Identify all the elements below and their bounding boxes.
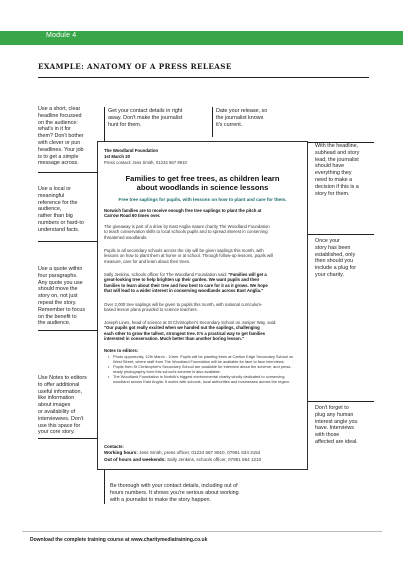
pr-line: The giveaway is part of a drive by East Anglia nature charity The Woodland Foundation: [104, 224, 270, 229]
note-line: Use a local or: [38, 186, 71, 192]
note-subhead: [315, 143, 375, 197]
note-line: four paragraphs.: [38, 272, 78, 279]
note-line: Use Notes to editors: [38, 375, 87, 381]
connector-line: [212, 107, 213, 137]
connector-line: [306, 142, 374, 143]
note-line: on the benefit to: [38, 313, 77, 320]
pr-notes-heading: Notes to editors:: [104, 348, 139, 353]
pr-line: threatened woodlands.: [104, 234, 148, 240]
note-line: understand facts.: [38, 226, 80, 233]
pr-quote-block: [104, 320, 304, 342]
pr-contact-out-of-hours: [104, 457, 304, 462]
note-line: on the audience:: [38, 119, 78, 126]
note-line: message across.: [38, 160, 79, 167]
note-line: Don't forget to: [315, 405, 349, 411]
note-line: Use a quote within: [38, 266, 83, 272]
pr-note-item: • Pupils from St Christopher's Secondary School are available for interview about the scheme, and press-ready photography from this school's scheme is also available.: [108, 365, 298, 375]
pr-quote-block: [104, 272, 304, 294]
note-line: the journalist knows: [216, 114, 264, 121]
note-line: reference for the: [38, 199, 78, 206]
note-line: should have: [315, 163, 345, 170]
pr-quote-line: interested in conservation. Much better than another boring lesson.": [104, 336, 245, 342]
footer-download-link[interactable]: Download the complete training course at www.charitymediatraining.co.uk: [30, 537, 208, 543]
note-line: away. Don't make the journalist: [108, 114, 183, 121]
pr-paragraph: [104, 302, 301, 313]
footer-divider: [22, 531, 382, 532]
note-line: numbers or hard-to: [38, 219, 84, 226]
pr-quote-line: each other to grow the tallest, strongest tree. It's a practical way to get families: [104, 330, 266, 336]
pr-line: Over 2,000 tree saplings will be given to pupils this month, with national curriculum-: [104, 302, 263, 307]
note-line: it's current.: [216, 121, 243, 128]
note-human-interest: [315, 405, 375, 446]
pr-line: Pupils in all secondary schools across the city will be given saplings this month, with: [104, 248, 264, 253]
note-line: then should you: [315, 258, 354, 265]
note-line: story for them.: [315, 190, 350, 197]
pr-quote-intro: Joseph Lines, head of science at St Christopher's Secondary School on Juniper Way, said:: [104, 320, 277, 325]
note-line: with clever or pun: [38, 139, 81, 146]
note-line: have. Interviews: [315, 425, 354, 432]
note-date: [216, 108, 296, 128]
note-line: interest angle you: [315, 418, 358, 425]
note-line: Any quote you use: [38, 279, 83, 286]
pr-headline-line: Families to get free trees, as children learn: [125, 174, 280, 183]
note-line: Once your: [315, 238, 340, 244]
note-line: repeat the story.: [38, 299, 77, 306]
pr-quote-line: families to learn about their tree and how best to care for it as it grows. We hope: [104, 282, 268, 288]
note-line: include a plug for: [315, 265, 357, 272]
note-line: with those: [315, 432, 340, 439]
pr-notes-list: [108, 355, 298, 386]
module-label: Module 4: [46, 32, 77, 39]
note-line: need to make a: [315, 176, 353, 183]
pr-line: lessons on how to plant them at home or at school. Through follow-up lessons, pupils will: [104, 253, 274, 259]
note-line: is to get a simple: [38, 153, 79, 160]
pr-line: to teach conservation skills to local schools pupils and to spread interest in conserving: [104, 229, 268, 235]
note-line: meaningful: [38, 192, 65, 199]
note-line: or availability of: [38, 408, 76, 415]
press-release-document: [97, 141, 308, 470]
note-headline: [38, 106, 98, 167]
note-line: plug any human: [315, 411, 354, 418]
note-line: useful information,: [38, 388, 83, 395]
note-line: Date your release, so: [216, 108, 268, 114]
note-quote: [38, 266, 96, 327]
pr-contact-text: Sally Jenkins, schools officer, 07981 654 1210: [167, 457, 262, 462]
note-line: Be thorough with your contact details, including out of: [110, 483, 238, 489]
note-line: story has been: [315, 244, 351, 251]
note-line: like information: [38, 395, 75, 402]
pr-line: Norwich families are to receive enough free tree saplings to plant the pitch at: [104, 208, 262, 213]
pr-line: Carrow Road 60 times over.: [104, 213, 161, 219]
pr-quote: "Families will get a: [228, 272, 267, 277]
note-line: Remember to focus: [38, 306, 86, 313]
pr-organisation: The Woodland Foundation: [104, 148, 159, 153]
note-line: Use a short, clear: [38, 106, 81, 112]
pr-paragraph: [104, 224, 301, 240]
note-line: audience,: [38, 206, 62, 213]
connector-line: [38, 438, 100, 439]
note-line: decision if this is a: [315, 183, 359, 190]
note-line: use this space for: [38, 422, 81, 429]
note-line: your charity.: [315, 271, 344, 278]
pr-line: based lesson plans provided to science teachers.: [104, 307, 198, 313]
note-line: With the headline,: [315, 143, 359, 149]
note-line: established, only: [315, 251, 356, 258]
pr-quote-line: "Our pupils got really excited when we handed out the saplings, challenging: [104, 325, 260, 331]
module-header-bar: [0, 31, 403, 45]
connector-line: [38, 241, 100, 242]
note-line: them? Don't bother: [38, 133, 84, 140]
note-line: subhead and story: [315, 149, 360, 156]
note-line: should move the: [38, 286, 78, 293]
pr-line: measure, care for and learn about their trees.: [104, 258, 191, 264]
note-local: [38, 186, 96, 234]
note-line: to offer additional: [38, 381, 80, 388]
note-line: headlines. Your job: [38, 146, 84, 153]
note-line: the audience.: [38, 320, 71, 327]
pr-contact-line: Press contact: Jess Smith, 01234 567 8910: [104, 160, 187, 165]
pr-quote-line: great-looking tree to help brighten up their garden. We want pupils and their: [104, 277, 260, 283]
note-line: hunt for them.: [108, 121, 142, 128]
note-line: interviewees. Don't: [38, 415, 84, 422]
note-line: rather than big: [38, 213, 73, 220]
note-line: headline focussed: [38, 112, 82, 119]
note-line: with a journalist to make the story happen.: [110, 496, 211, 503]
note-thorough-contacts: [110, 483, 310, 503]
connector-line: [38, 330, 100, 331]
note-line: story on, not just: [38, 293, 78, 300]
pr-date: 1st March 20: [104, 154, 131, 159]
pr-note-item: • The Woodland Foundation is Norfolk's biggest environmental charity wholly dedicated to conserving woodland across East Anglia. It works with schools, local authorities and businesses across the region.: [108, 375, 298, 385]
connector-line: [306, 401, 374, 402]
note-line: what's in it for: [38, 126, 71, 133]
pr-quote-line: that will lead to a wider interest in conserving woodlands across East Anglia.": [104, 288, 264, 294]
note-line: your core story.: [38, 429, 75, 436]
pr-headline-line: about woodlands in science lessons: [136, 182, 269, 192]
pr-contact-working: [104, 450, 304, 455]
connector-line: [306, 234, 374, 235]
pr-headline: [104, 175, 301, 192]
pr-quote-intro: Sally Jenkins, schools officer for The Woodland Foundation said:: [104, 272, 228, 277]
note-plug: [315, 238, 375, 279]
note-line: about images: [38, 402, 71, 409]
pr-standfirst: Free tree saplings for pupils, with lessons on how to plant and care for them.: [118, 197, 287, 202]
pr-contact-label: Out of hours and weekends:: [104, 457, 166, 462]
pr-contact-label: Working hours:: [104, 450, 138, 455]
note-contact: [108, 108, 208, 128]
title-divider: [38, 77, 369, 78]
pr-contact-text: Jess Smith, press officer, 01234 567 8910, 07981 634 3154: [139, 450, 261, 455]
page-title: EXAMPLE: ANATOMY OF A PRESS RELEASE: [38, 62, 232, 71]
note-line: lead, the journalist: [315, 156, 359, 163]
note-line: affected are ideal.: [315, 438, 358, 445]
note-notes-to-editors: [38, 375, 98, 436]
pr-contacts-heading: Contacts:: [104, 444, 124, 449]
pr-note-item: • Photo opportunity, 12th March - 10am. Pupils will be planting trees at Carlton Edge Secondary School on West Street, where staff from The Woodland Foundation will be available for face to face interviews.: [108, 355, 298, 365]
pr-lead: [104, 208, 301, 219]
pr-paragraph: [104, 248, 301, 264]
connector-line: [104, 468, 105, 504]
note-line: everything they: [315, 170, 352, 177]
note-line: hours numbers. It shows you're serious about working: [110, 489, 239, 496]
note-line: Get your contact details in right: [108, 108, 183, 114]
